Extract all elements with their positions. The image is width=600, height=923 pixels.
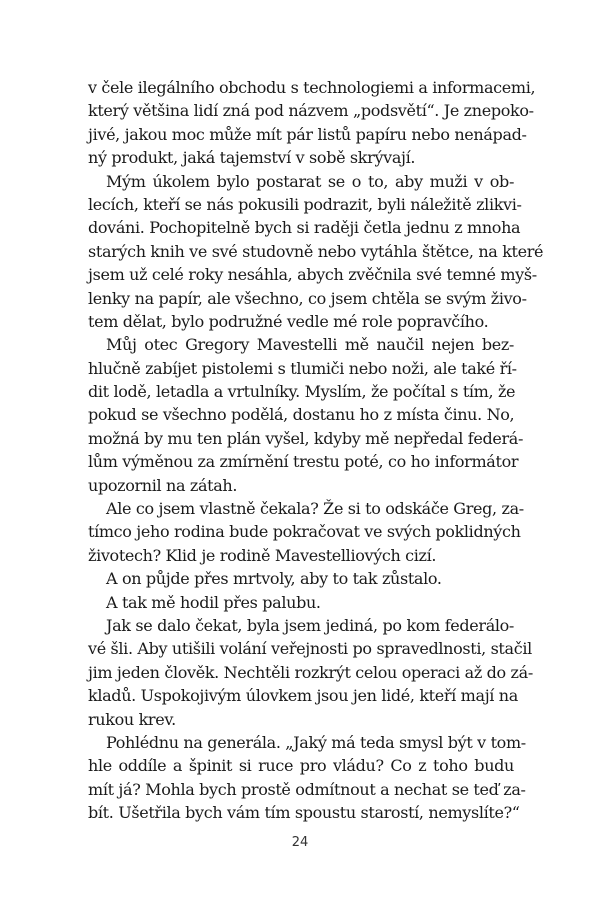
text-line: jivé, jakou moc může mít pár listů papíru nebo nenápad-	[88, 124, 527, 144]
text-line: bít. Ušetřila bych vám tím spoustu starostí, nemyslíte?“	[88, 803, 520, 823]
text-line: A on půjde přes mrtvoly, aby to tak zůstalo.	[106, 569, 442, 589]
text-line: mít já? Mohla bych prostě odmítnout a nechat se teď za-	[88, 779, 526, 799]
text-line: Ale co jsem vlastně čekala? Že si to odskáče Greg, za-	[106, 499, 524, 519]
text-line: lenky na papír, ale všechno, co jsem chtěla se svým živo-	[88, 288, 527, 308]
text-line: hlučně zabíjet pistolemi s tlumiči nebo noži, ale také ří-	[88, 358, 517, 378]
text-line: kladů. Uspokojivým úlovkem jsou jen lidé, kteří mají na	[88, 686, 518, 706]
paragraph	[88, 567, 514, 590]
text-line: životech? Klid je rodině Mavestelliových cizí.	[88, 545, 437, 565]
text-line: Jak se dalo čekat, byla jsem jediná, po kom federálo-	[106, 615, 514, 635]
text-line: starých knih ve své studovně nebo vytáhla štětce, na které	[88, 241, 544, 261]
text-line: rukou krev.	[88, 709, 176, 729]
paragraph	[88, 591, 514, 614]
text-line: který většina lidí zná pod názvem „podsvětí“. Je znepoko-	[88, 101, 534, 121]
paragraph	[88, 731, 526, 825]
text-line: Mým úkolem bylo postarat se o to, aby muži v ob-	[106, 171, 514, 191]
text-line: tímco jeho rodina bude pokračovat ve svých poklidných	[88, 522, 521, 542]
text-line: Můj otec Gregory Mavestelli mě naučil nejen bez-	[106, 335, 514, 355]
paragraph	[88, 614, 533, 731]
paragraph	[88, 333, 524, 497]
text-line: upozornil na zátah.	[88, 475, 238, 495]
text-line: ný produkt, jaká tajemství v sobě skrývají.	[88, 148, 416, 168]
body-text	[88, 76, 544, 825]
paragraph	[88, 497, 524, 567]
text-line: hle oddíle a špinit si ruce pro vládu? Co z toho budu	[88, 756, 514, 776]
text-line: lům výměnou za zmírnění trestu poté, co ho informátor	[88, 452, 519, 472]
text-line: A tak mě hodil přes palubu.	[106, 592, 321, 612]
text-line: lecích, kteří se nás pokusili podrazit, byli náležitě zlikvi-	[88, 194, 522, 214]
text-line: dováni. Pochopitelně bych si raději četla jednu z mnoha	[88, 218, 521, 238]
paragraph	[88, 170, 544, 334]
text-line: jim jeden člověk. Nechtěli rozkrýt celou operaci až do zá-	[88, 662, 533, 682]
text-line: možná by mu ten plán vyšel, kdyby mě nepředal federá-	[88, 428, 524, 448]
text-line: v čele ilegálního obchodu s technologiemi a informacemi,	[88, 78, 536, 97]
text-line: jsem už celé roky nesáhla, abych zvěčnila své temné myš-	[88, 265, 537, 285]
page-number: 24	[291, 835, 309, 850]
text-line: dit lodě, letadla a vrtulníky. Myslím, že počítal s tím, že	[88, 382, 516, 402]
paragraph	[88, 76, 536, 170]
text-line: vé šli. Aby utišili volání veřejnosti po spravedlnosti, stačil	[88, 639, 532, 659]
text-line: pokud se všechno podělá, dostanu ho z místa činu. No,	[88, 405, 515, 425]
text-line: Pohlédnu na generála. „Jaký má teda smysl být v tom-	[106, 732, 526, 752]
text-line: tem dělat, bylo podružné vedle mé role popravčího.	[88, 311, 489, 331]
